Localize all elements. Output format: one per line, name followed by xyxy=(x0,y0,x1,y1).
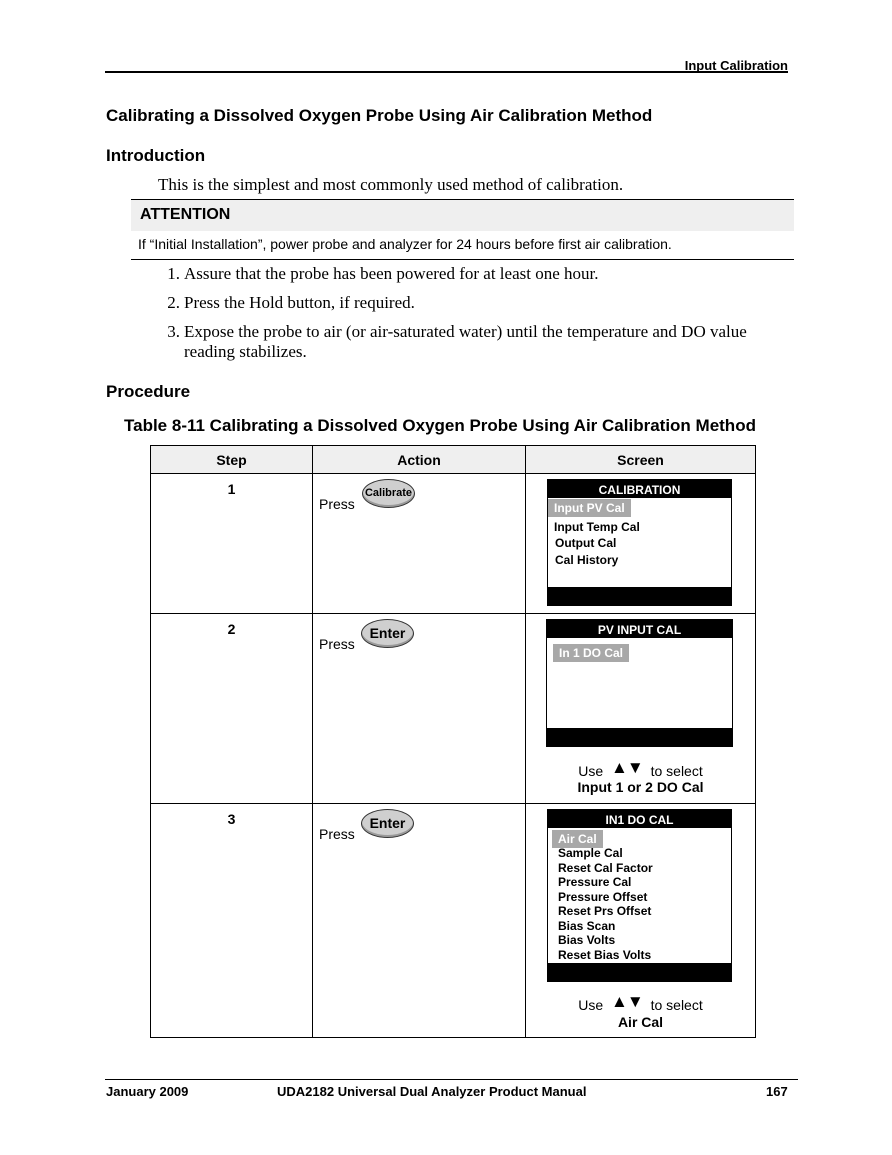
lcd-footer-bar xyxy=(547,728,732,746)
table-row xyxy=(151,614,756,804)
procedure-heading: Procedure xyxy=(106,382,191,401)
step-cell xyxy=(151,614,313,804)
lcd-screen-in1-do-cal xyxy=(547,809,732,982)
navigation-instruction xyxy=(526,992,755,1015)
up-down-arrows-icon: ▲▼ xyxy=(611,992,643,1011)
lcd-screen-pv-input-cal xyxy=(546,619,733,747)
lcd-title: PV INPUT CAL xyxy=(547,620,732,638)
calibrate-key: Calibrate xyxy=(362,479,415,508)
screen-cell xyxy=(526,474,756,614)
instruction-use: Use xyxy=(578,763,604,779)
up-down-arrows-icon: ▲▼ xyxy=(611,758,643,777)
step-number: 1 xyxy=(227,481,236,497)
step-number: 2 xyxy=(227,621,236,637)
instruction-use: Use xyxy=(578,997,604,1013)
attention-title: ATTENTION xyxy=(140,206,231,223)
lcd-selected-item: Air Cal xyxy=(552,830,603,848)
instruction-target: Air Cal xyxy=(617,1014,664,1030)
lcd-title: IN1 DO CAL xyxy=(548,810,731,828)
introduction-heading: Introduction xyxy=(106,146,206,165)
attention-text: If “Initial Installation”, power probe and analyzer for 24 hours before first air calibration. xyxy=(138,236,672,252)
lcd-menu-item: Bias Scan xyxy=(558,919,616,933)
header-rule xyxy=(105,71,788,73)
screen-cell xyxy=(526,804,756,1038)
lcd-selected-item: In 1 DO Cal xyxy=(553,644,629,662)
step-cell xyxy=(151,474,313,614)
lcd-menu-item: Cal History xyxy=(555,553,619,567)
column-header-step: Step xyxy=(151,446,313,474)
lcd-screen-calibration xyxy=(547,479,732,606)
lcd-menu-item: Output Cal xyxy=(555,536,617,550)
attention-band xyxy=(131,200,794,231)
press-label: Press xyxy=(319,636,355,652)
column-header-screen: Screen xyxy=(526,446,756,474)
list-item-number: 2. xyxy=(167,293,180,312)
action-cell xyxy=(313,614,526,804)
lcd-selected-item: Input PV Cal xyxy=(548,499,631,517)
lcd-menu-item: Sample Cal xyxy=(558,846,623,860)
lcd-menu-item: Reset Prs Offset xyxy=(558,904,652,918)
table-caption: Table 8-11 Calibrating a Dissolved Oxygen Probe Using Air Calibration Method xyxy=(124,416,756,435)
lcd-footer-bar xyxy=(548,587,731,605)
action-cell xyxy=(313,474,526,614)
enter-key: Enter xyxy=(361,809,414,838)
instruction-to-select: to select xyxy=(650,763,703,779)
enter-key: Enter xyxy=(361,619,414,648)
lcd-title: CALIBRATION xyxy=(548,480,731,498)
lcd-footer-bar xyxy=(548,963,731,981)
navigation-instruction xyxy=(526,758,755,781)
lcd-menu-item: Pressure Cal xyxy=(558,875,632,889)
footer-manual-title: UDA2182 Universal Dual Analyzer Product Manual xyxy=(277,1084,587,1099)
list-item-text: Assure that the probe has been powered for at least one hour. xyxy=(184,264,599,283)
footer-date: January 2009 xyxy=(106,1084,189,1099)
table-row xyxy=(151,474,756,614)
list-item-text: Expose the probe to air (or air-saturated water) until the temperature and DO value reading stabilizes. xyxy=(184,322,747,361)
footer-rule xyxy=(105,1079,798,1080)
footer-page-number: 167 xyxy=(766,1084,788,1099)
action-cell xyxy=(313,804,526,1038)
lcd-menu-item: Pressure Offset xyxy=(558,890,648,904)
step-cell xyxy=(151,804,313,1038)
procedure-table xyxy=(150,445,756,1038)
attention-box xyxy=(131,199,794,260)
running-header: Input Calibration xyxy=(684,58,788,73)
list-item-number: 1. xyxy=(167,264,180,283)
section-title: Calibrating a Dissolved Oxygen Probe Using Air Calibration Method xyxy=(106,106,653,125)
list-item-number: 3. xyxy=(167,322,180,341)
lcd-menu-item: Input Temp Cal xyxy=(554,520,640,534)
lcd-menu-item: Reset Bias Volts xyxy=(558,948,652,962)
lcd-menu-item: Bias Volts xyxy=(558,933,616,947)
screen-cell xyxy=(526,614,756,804)
press-label: Press xyxy=(319,826,355,842)
instruction-target: Input 1 or 2 DO Cal xyxy=(577,779,704,795)
table-row xyxy=(151,804,756,1038)
table-header-row xyxy=(151,446,756,474)
introduction-text: This is the simplest and most commonly used method of calibration. xyxy=(158,175,624,194)
column-header-action: Action xyxy=(313,446,526,474)
press-label: Press xyxy=(319,496,355,512)
step-number: 3 xyxy=(227,811,236,827)
instruction-to-select: to select xyxy=(650,997,703,1013)
lcd-menu-item: Reset Cal Factor xyxy=(558,861,653,875)
list-item-text: Press the Hold button, if required. xyxy=(184,293,415,312)
